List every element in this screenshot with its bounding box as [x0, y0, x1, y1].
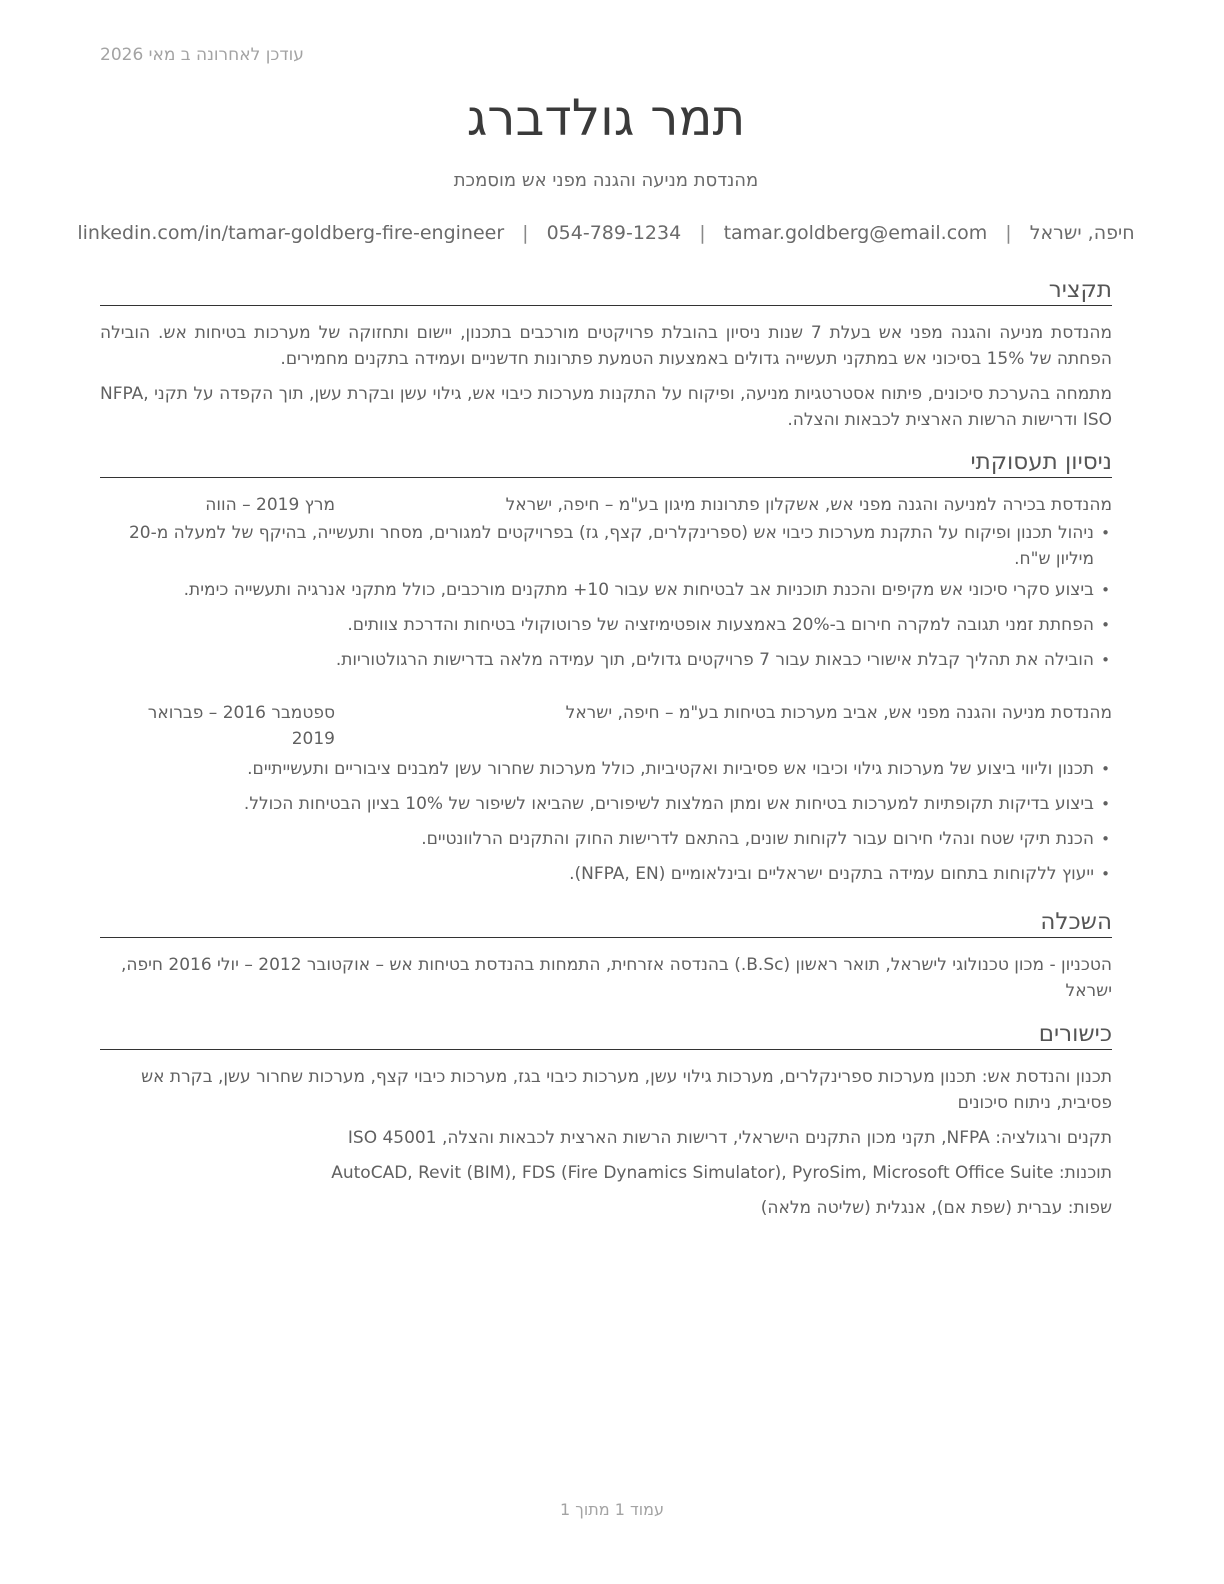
resume-page	[77, 0, 1135, 1584]
page-number: עמוד 1 מתוך 1	[560, 1500, 664, 1519]
job-bullet: • ביצוע בדיקות תקופתיות למערכות בטיחות אש ומתן המלצות לשיפורים, שהביאו לשיפור של 10% בציון הבטיחות הכולל.	[100, 791, 1112, 817]
skills-section	[100, 1020, 1112, 1221]
skills-line: תכנון והנדסת אש: תכנון מערכות ספרינקלרים, מערכות גילוי עשן, מערכות כיבוי בגז, מערכות כיבוי קצף, מערכות שחרור עשן, בקרת אש פסיבית, ניתוח סיכונים	[141, 1067, 1112, 1113]
contact-email[interactable]: tamar.goldberg@email.com	[723, 222, 988, 244]
job-title-company: מהנדסת מניעה והגנה מפני אש, אביב מערכות בטיחות בע"מ – חיפה, ישראל	[565, 703, 1112, 723]
job-entry	[100, 492, 1112, 673]
job-header	[100, 492, 1112, 518]
last-updated: עודכן לאחרונה ב מאי 2026	[100, 45, 304, 65]
job-bullet: • הפחתת זמני תגובה למקרה חירום ב-20% באמצעות אופטימיזציה של פרוטוקולי בטיחות והדרכת צוותים.	[100, 612, 1112, 638]
contact-linkedin[interactable]: linkedin.com/in/tamar-goldberg-fire-engineer	[77, 222, 505, 244]
job-bullets	[100, 520, 1112, 673]
contact-separator: |	[522, 222, 529, 244]
job-bullet: • ביצוע סקרי סיכוני אש מקיפים והכנת תוכניות אב לבטיחות אש עבור 10+ מתקנים מורכבים, כולל מתקני אנרגיה ותעשייה כימית.	[100, 577, 1112, 603]
job-entry	[100, 700, 1112, 887]
job-bullets	[100, 756, 1112, 887]
summary-paragraph-2: מתמחה בהערכת סיכונים, פיתוח אסטרטגיות מניעה, ופיקוח על התקנות מערכות כיבוי אש, גילוי עשן ובקרת עשן, תוך הקפדה על תקני NFPA, ISO ודרישות הרשות הארצית לכבאות והצלה.	[100, 384, 1112, 430]
candidate-title: מהנדסת מניעה והגנה מפני אש מוסמכת	[453, 170, 759, 191]
skills-line: תקנים ורגולציה: NFPA, תקני מכון התקנים הישראלי, דרישות הרשות הארצית לכבאות והצלה, ISO 45001	[347, 1128, 1112, 1148]
education-section	[100, 908, 1112, 1004]
contact-phone[interactable]: 054-789-1234	[546, 222, 682, 244]
contact-separator: |	[1005, 222, 1012, 244]
education-heading: השכלה	[100, 908, 1112, 938]
experience-heading: ניסיון תעסוקתי	[100, 448, 1112, 478]
job-bullet: • ניהול תכנון ופיקוח על התקנת מערכות כיבוי אש (ספרינקלרים, קצף, גז) בפרויקטים למגורים, מסחר ותעשייה, בהיקף של למעלה מ-20 מיליון ש"ח.	[100, 520, 1112, 572]
skills-heading: כישורים	[100, 1020, 1112, 1050]
job-bullet: • הכנת תיקי שטח ונהלי חירום עבור לקוחות שונים, בהתאם לדרישות החוק והתקנים הרלוונטיים.	[100, 826, 1112, 852]
job-dates: מרץ 2019 – הווה	[205, 495, 335, 515]
job-title-company: מהנדסת בכירה למניעה והגנה מפני אש, אשקלון פתרונות מיגון בע"מ – חיפה, ישראל	[505, 495, 1112, 515]
contact-location: חיפה, ישראל	[1029, 222, 1135, 244]
candidate-name: תמר גולדברג	[466, 89, 746, 147]
job-bullet: • תכנון וליווי ביצוע של מערכות גילוי וכיבוי אש פסיביות ואקטיביות, כולל מערכות שחרור עשן למבנים ציבוריים ותעשייתיים.	[100, 756, 1112, 782]
experience-section	[100, 448, 1112, 887]
skills-line: שפות: עברית (שפת אם), אנגלית (שליטה מלאה)	[760, 1198, 1112, 1218]
summary-paragraph-1: מהנדסת מניעה והגנה מפני אש בעלת 7 שנות ניסיון בהובלת פרויקטים מורכבים בתכנון, יישום ותחזוקה של מערכות בטיחות אש. הובילה הפחתה של 15% בסיכוני אש במתקני תעשייה גדולים באמצעות הטמעת פתרונות חדשניים ועמידה בתקנים מחמירים.	[100, 323, 1112, 369]
job-header	[100, 700, 1112, 752]
summary-heading: תקציר	[100, 276, 1112, 306]
summary-section	[100, 276, 1112, 433]
contact-line	[77, 222, 1135, 244]
contact-separator: |	[699, 222, 706, 244]
education-entry: הטכניון - מכון טכנולוגי לישראל, תואר ראשון (B.Sc.) בהנדסה אזרחית, התמחות בהנדסת בטיחות אש – אוקטובר 2012 – יולי 2016 חיפה, ישראל	[120, 955, 1112, 1001]
job-bullet: • הובילה את תהליך קבלת אישורי כבאות עבור 7 פרויקטים גדולים, תוך עמידה מלאה בדרישות הרגולטוריות.	[100, 647, 1112, 673]
job-bullet: • ייעוץ ללקוחות בתחום עמידה בתקנים ישראליים ובינלאומיים (NFPA, EN).	[100, 861, 1112, 887]
skills-line: תוכנות: AutoCAD, Revit (BIM), FDS (Fire Dynamics Simulator), PyroSim, Microsoft Office Suite	[331, 1163, 1112, 1183]
job-dates: ספטמבר 2016 – פברואר 2019	[147, 703, 335, 749]
